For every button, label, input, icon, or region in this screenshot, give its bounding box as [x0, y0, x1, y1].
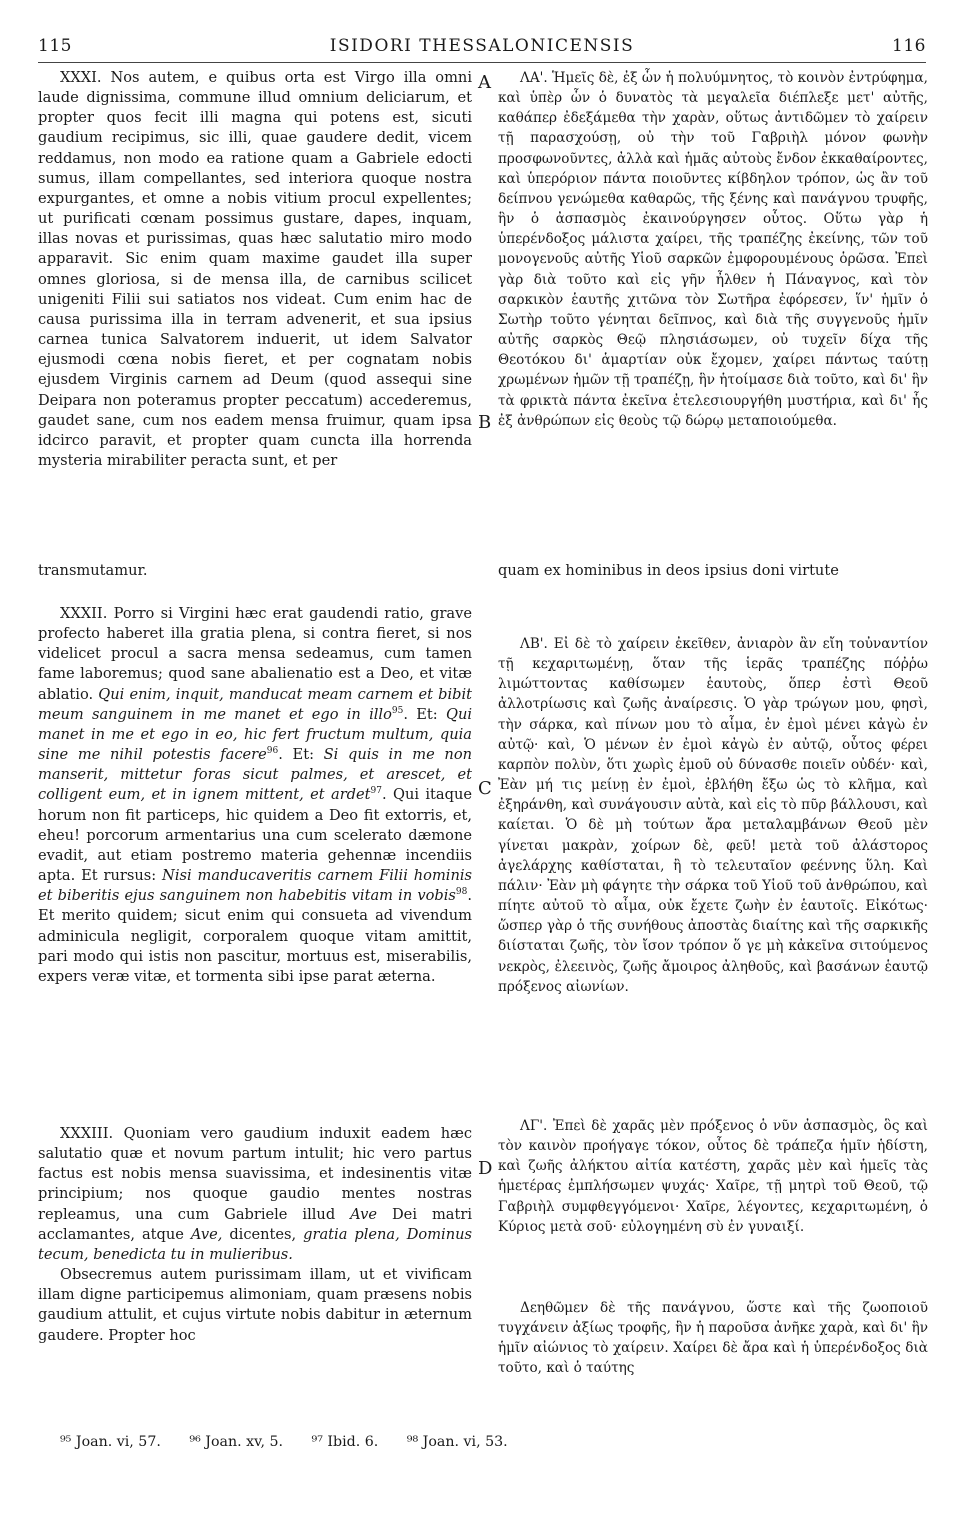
greek-section-number: ΛΓ'.	[520, 1118, 548, 1134]
latin-quote: Qui enim, inquit, manducat meam carnem et bibit meum sanguinem in me manet et ego in illo	[38, 685, 472, 723]
latin-quote: Ave	[350, 1205, 377, 1223]
running-title: ISIDORI THESSALONICENSIS	[329, 36, 635, 56]
latin-text: Quoniam vero gaudium induxit eadem hæc salutatio quæ et novum partum intulit; hic vero partus factus est nobis mensa suavissima, et indesinentis vitæ principium; nos quoque gaudio mentes nostras repleamus, una cum Gabriele illud	[38, 1125, 473, 1223]
greek-section-number: ΛΑ'.	[520, 70, 548, 86]
footnote: ⁹⁵ Joan. vi, 57.	[60, 1434, 161, 1450]
latin-section-33	[38, 1124, 472, 1265]
latin-paragraph-final: Obsecremus autem purissimam illam, ut et vivificam illam digne participemus alimoniam, quam præsens nobis gaudium attulit, et cujus virtute nobis dabitur in æternum gaudere. Propter hoc	[38, 1266, 472, 1344]
latin-quote: Si quis in me non manserit, mittetur foras sicut palmes, et arescet, et colligent eum, et in ignem mittent, et ardet	[38, 746, 472, 804]
greek-paragraph-final: Δεηθῶμεν δὲ τῆς πανάγνου, ὥστε καὶ τῆς ζωοποιοῦ τυγχάνειν ἀξίως τροφῆς, ἣν ἡ παροῦσα ἀνῆκε χαρὰ, καὶ δι' ἣν ἡμῖν αἰώνιος τὸ χαίρειν. Χαίρει δὲ ἄρα καὶ ἡ ὑπερένδοξος διὰ τοῦτο, καὶ ὁ ταύτης	[498, 1300, 928, 1377]
greek-paragraph: Ἡμεῖς δὲ, ἐξ ὧν ἡ πολυύμνητος, τὸ κοινὸν ἐντρύφημα, καὶ ὑπὲρ ὧν ὁ δυνατὸς τὰ μεγαλεῖα διέπλεξε μετ' αὐτῆς, καθάπερ ἐδεξάμεθα τὴν χαρὰν, οὕτως ἀντιδῶμεν τὸ χαίρειν τῇ παρασχούσῃ, οὐ τὴν τοῦ Γαβριὴλ μόνον φωνὴν προσφωνοῦντες, ἀλλὰ καὶ ἡμᾶς αὐτοὺς ἔνδον ἐκκαθαίροντες, καὶ ὑπερόριον πάντα ποιοῦντες κίβδηλον τρόπον, ὡς ἂν τοῦ δείπνου γενώμεθα καθαρῶς, τῆς ξένης καὶ πανάγνου τρυφῆς, ἣν ὁ ἀσπασμὸς ἐκαινούργησεν οὗτος. Οὕτω γὰρ ἡ ὑπερένδοξος μάλιστα χαίρει, τῆς τραπέζης ἐκείνης, τῶν τοῦ μονογενοῦς αὐτῆς Υἱοῦ σαρκῶν ἐμφορουμένους ὁρῶσα. Ἐπεὶ γὰρ διὰ τοῦτο καὶ εἰς γῆν ἦλθεν ἡ Πάναγνος, καὶ τὸν σαρκικὸν ἑαυτῆς χιτῶνα τὸν Σωτῆρα ἐφόρεσεν, ἵν' ἡμῖν ὁ Σωτὴρ τοῦτο γένηται δεῖπνος, καὶ διὰ τῆς συγγενοῦς ἡμῖν αὐτῆς σαρκὸς Θεῷ πλησιάσωμεν, οὐ τυχεῖν δίχα τῆς Θεοτόκου δι' ἁμαρτίαν οὐκ ἔχομεν, χαίρει πάντως ταύτῃ χρωμένων ἡμῶν τῇ τραπέζῃ, ἣν ἡτοίμασε διὰ τοῦτο, καὶ δι' ἣν τὰ φρικτὰ πάντα ἐκεῖνα ἐτελεσιουργήθη μυστήρια, καὶ δι' ἧς ἐξ ἀνθρώπων εἰς θεοὺς τῷ δώρῳ μεταποιούμεθα.	[498, 70, 928, 429]
latin-spill-text: quam ex hominibus in deos ipsius doni virtute	[498, 562, 839, 579]
footnote-ref: 97	[370, 786, 382, 797]
greek-column-latin-spill	[498, 561, 928, 581]
greek-column	[498, 68, 928, 554]
greek-paragraph: Ἐπεὶ δὲ χαρᾶς μὲν πρόξενος ὁ νῦν ἀσπασμὸς, ὃς καὶ τὸν καινὸν προήγαγε τόκον, οὗτος δὲ τράπεζα ἡμῖν ἡδίστη, καὶ ζωῆς ἀλήκτου αἰτία κατέστη, χαρᾶς μὲν καὶ ἡμεῖς τὰς ἡμετέρας ἐμπλήσωμεν ψυχάς· Χαῖρε, τῇ μητρὶ τοῦ Θεοῦ, τῷ Γαβριὴλ συμφθεγγόμενοι· Χαῖρε, λέγοντες, κεχαριτωμένη, ὁ Κύριος μετὰ σοῦ· εὐλογημένη σὺ ἐν γυναιξί.	[498, 1118, 928, 1235]
latin-quote: Ave,	[190, 1225, 223, 1243]
latin-text: Dei matri acclamantes, atque	[38, 1205, 473, 1243]
greek-column-lower	[498, 634, 928, 1379]
greek-section-31	[498, 68, 928, 554]
latin-text: . Et:	[278, 746, 314, 764]
footnote: ⁹⁷ Ibid. 6.	[311, 1434, 379, 1450]
margin-letter-d: D	[478, 1158, 493, 1179]
footnote-ref: 96	[266, 746, 279, 757]
latin-text: . Qui itaque horum non fit particeps, hic quidem a Deo fit extorris, et, eheu! porcorum armentarius una cum scelerato dæmone evadit, aut etiam postremo materia gehennæ incendiis apta. Et rursus:	[38, 786, 472, 885]
header-rule	[38, 62, 926, 63]
greek-paragraph: Εἰ δὲ τὸ χαίρειν ἐκεῖθεν, ἀνιαρὸν ἂν εἴη τοὐναντίον τῇ κεχαριτωμένῃ, ὅταν τῆς ἱερᾶς τραπέζης πόῤῥω λιμώττοντας καθίσωμεν ἑαυτοὺς, ὅπερ ἐστὶ Θεοῦ ἀλλοτρίωσις καὶ ζωῆς ἀναίρεσις. Ὁ γὰρ τρώγων μου, φησὶ, τὴν σάρκα, καὶ πίνων μου τὸ αἷμα, ἐν ἐμοὶ μένει κἀγὼ ἐν αὐτῷ· καὶ, Ὁ μένων ἐν ἐμοὶ κἀγὼ ἐν αὐτῷ, οὗτος φέρει καρπὸν πολὺν, ὅτι χωρὶς ἐμοῦ οὐ δύνασθε ποιεῖν οὐδέν· καὶ, Ἐὰν μή τις μείνῃ ἐν ἐμοὶ, ἐβλήθη ἔξω ὡς τὸ κλῆμα, καὶ ἐξηράνθη, καὶ συνάγουσιν αὐτὰ, καὶ εἰς τὸ πῦρ βάλλουσι, καὶ καίεται. Ὁ δὲ μὴ τούτων ἄρα μεταλαμβάνων Θεοῦ μὲν γίνεται μακρὰν, χοίρων δὲ, φεῦ! μετὰ τοῦ ἀλάστορος ἀγελάρχης καθίσταται, ἢ τὸ τελευταῖον φεέννης ὕλη. Καὶ πάλιν· Ἐὰν μὴ φάγητε τὴν σάρκα τοῦ Υἱοῦ τοῦ ἀνθρώπου, καὶ πίητε αὐτοῦ τὸ αἷμα, οὐκ ἔχετε ζωὴν ἐν ἑαυτοῖς. Εἰκότως· ὥσπερ γὰρ ὁ τῆς συνήθους ἀποστὰς διαίτης καὶ τῆς σαρκικῆς διίσταται ζωῆς, τὸν ἴσον τρόπον ὅ γε μὴ κἀκεῖνα σιτούμενος νεκρὸς, ἐλεεινὸς, ζωῆς ἄμοιρος ἀληθοῦς, καὶ βασάνων ἑαυτῷ πρόξενος αἰωνίων.	[498, 636, 928, 995]
latin-paragraph: Nos autem, e quibus orta est Virgo illa omni laude dignissima, commune illud omnium deliciarum, et propter quos fecit illi magna qui potens est, sicuti gaudium recipimus, sic illi, quae gaudere dedit, vicem reddamus, non modo ea ratione quam a Gabriele edocti sumus, illam compellantes, sed interiora quoque nostra expurgantes, et omne a nobis vitium procul expellentes; ut purificati cœnam possimus gustare, dapes, inquam, illas novas et purissimas, quas hæc salutatio miro modo apparavit. Sic enim quam maxime gaudet illa super omnes gloriosa, si de mensa illa, de carnibus scilicet unigeniti Filii sui satiatos nos videat. Cum enim hac de causa purissima illa in terram advenerit, et sua ipsius carnea tunica Salvatorem induerit, ut idem Salvator ejusmodi cœna nobis fieret, et per cognatam nobis ejusdem Virginis carnem ad Deum (quod assequi sine Deipara non poteramus propter peccatum) accederemus, gaudet sane, cum nos eadem mensa fruimur, quam ipsa idcirco paravit, et propter quam cuncta illa horrenda mysteria mirabiliter peracta sunt, et per	[38, 69, 472, 469]
footnote: ⁹⁸ Joan. vi, 53.	[406, 1434, 508, 1450]
footnote-ref: 98	[455, 887, 468, 898]
margin-letter-b: B	[478, 412, 492, 433]
latin-quote: gratia plena, Dominus tecum, benedicta tu in mulieribus.	[38, 1225, 472, 1263]
latin-section-number: XXXI.	[60, 69, 102, 86]
latin-section-32	[38, 604, 472, 1114]
latin-text: . Et merito quidem; sicut enim qui consueta ad vivendum adminicula negligit, corporalem quoque vitam amittit, pari modo qui istis non pascitur, mortuus est, miserabilis, expers veræ vitæ, et tormenta sibi ipse parat æterna.	[38, 887, 472, 985]
footnote-ref: 95	[391, 705, 404, 716]
latin-text: Porro si Virgini hæc erat gaudendi ratio, grave profecto haberet illa gratia plena, si contra fieret, si nos videlicet procul a sacra mensa sedeamus, cum tamen fame laboremus; quod sane abalienatio est a Deo, et vitæ ablatio.	[38, 605, 472, 703]
latin-quote: Qui manet in me et ego in eo, hic fert fructum multum, quia sine me nihil potestis facere	[38, 705, 472, 764]
footnotes	[60, 1434, 920, 1450]
latin-section-number: XXXII.	[60, 605, 108, 622]
margin-letter-a: A	[478, 72, 491, 93]
page-header	[38, 36, 926, 60]
latin-section-number: XXXIII.	[60, 1125, 114, 1142]
latin-quote: Nisi manducaveritis carnem Filii hominis et biberitis ejus sanguinem non habebitis vitam in vobis	[38, 867, 472, 905]
latin-text: . Et:	[403, 705, 438, 723]
greek-section-32	[498, 634, 928, 1096]
latin-section-31	[38, 68, 472, 554]
latin-column	[38, 68, 472, 554]
greek-section-number: ΛΒ'.	[520, 636, 548, 652]
page-number-left: 115	[38, 36, 72, 56]
page-number-right: 116	[892, 36, 926, 56]
margin-letter-c: C	[478, 778, 492, 799]
latin-spanning-text: transmutamur.	[38, 562, 148, 579]
latin-column-lower	[38, 604, 472, 1346]
greek-section-33	[498, 1116, 928, 1298]
footnote: ⁹⁶ Joan. xv, 5.	[189, 1434, 284, 1450]
latin-text: dicentes,	[229, 1225, 297, 1243]
